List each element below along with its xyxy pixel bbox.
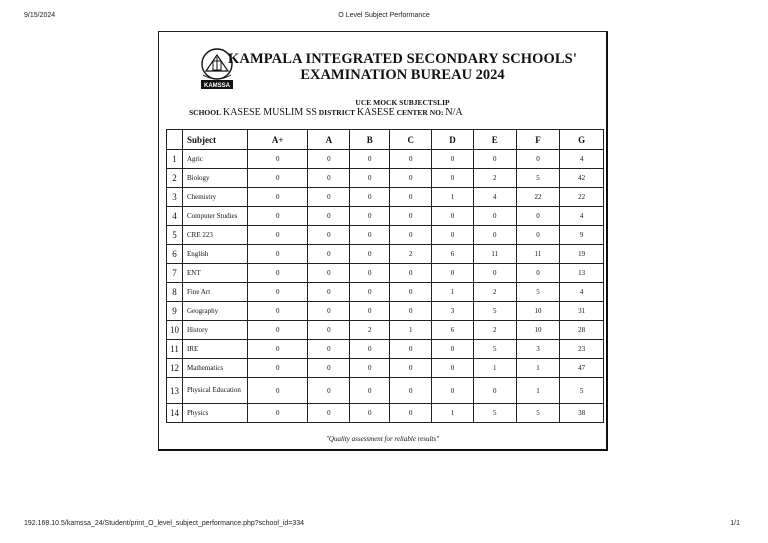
grade-count-cell: 6 (432, 321, 474, 340)
grade-count-cell: 2 (350, 321, 390, 340)
grade-count-cell: 0 (308, 321, 350, 340)
subject-name: Biology (183, 169, 248, 188)
grade-count-cell: 0 (308, 264, 350, 283)
grade-count-cell: 1 (473, 359, 516, 378)
grade-count-cell: 0 (516, 150, 560, 169)
grade-count-cell: 0 (350, 188, 390, 207)
grade-count-cell: 0 (516, 207, 560, 226)
row-index: 14 (167, 404, 183, 423)
school-value: KASESE MUSLIM SS (222, 107, 317, 118)
subject-name: CRE 223 (183, 226, 248, 245)
grade-count-cell: 0 (390, 226, 432, 245)
school-meta-line (189, 107, 463, 118)
grade-count-cell: 0 (248, 378, 308, 404)
center-label: CENTER NO: (396, 108, 444, 117)
row-index: 7 (167, 264, 183, 283)
column-header: B (350, 130, 390, 150)
column-header: C (390, 130, 432, 150)
print-page-title: O Level Subject Performance (338, 12, 430, 19)
row-index: 5 (167, 226, 183, 245)
grade-count-cell: 0 (248, 359, 308, 378)
logo-lettering: KAMSSA (203, 83, 231, 89)
grade-count-cell: 0 (308, 283, 350, 302)
table-row (167, 188, 604, 207)
grade-count-cell: 3 (432, 302, 474, 321)
grade-count-cell: 5 (516, 169, 560, 188)
table-body (167, 150, 604, 423)
subject-name: Mathematics (183, 359, 248, 378)
grade-count-cell: 1 (516, 359, 560, 378)
grade-count-cell: 0 (308, 188, 350, 207)
grade-count-cell: 0 (350, 226, 390, 245)
grade-count-cell: 0 (390, 283, 432, 302)
column-header: E (473, 130, 516, 150)
row-index: 6 (167, 245, 183, 264)
grade-count-cell: 0 (248, 283, 308, 302)
grade-count-cell: 0 (248, 150, 308, 169)
grade-count-cell: 0 (473, 207, 516, 226)
grade-count-cell: 3 (516, 340, 560, 359)
table-row (167, 283, 604, 302)
row-index: 2 (167, 169, 183, 188)
grade-count-cell: 0 (350, 169, 390, 188)
grade-count-cell: 0 (248, 207, 308, 226)
grade-count-cell: 4 (560, 207, 604, 226)
grade-count-cell: 0 (350, 150, 390, 169)
subject-name: Physical Education (183, 378, 248, 404)
grade-count-cell: 1 (516, 378, 560, 404)
grade-count-cell: 0 (308, 302, 350, 321)
grade-count-cell: 0 (390, 340, 432, 359)
grade-count-cell: 0 (248, 321, 308, 340)
column-header: Subject (183, 130, 248, 150)
grade-count-cell: 0 (390, 302, 432, 321)
grade-count-cell: 6 (432, 245, 474, 264)
table-row (167, 169, 604, 188)
grade-count-cell: 4 (473, 188, 516, 207)
grade-count-cell: 0 (432, 359, 474, 378)
column-header: A (308, 130, 350, 150)
grade-count-cell: 0 (308, 359, 350, 378)
grade-count-cell: 28 (560, 321, 604, 340)
grade-count-cell: 0 (350, 264, 390, 283)
row-index: 9 (167, 302, 183, 321)
grade-count-cell: 0 (473, 378, 516, 404)
grade-count-cell: 0 (432, 169, 474, 188)
grade-count-cell: 4 (560, 283, 604, 302)
grade-count-cell: 2 (473, 321, 516, 340)
grade-count-cell: 23 (560, 340, 604, 359)
column-header: F (516, 130, 560, 150)
bureau-motto: "Quality assessment for reliable results" (325, 435, 440, 443)
grade-count-cell: 5 (516, 404, 560, 423)
grade-count-cell: 1 (432, 404, 474, 423)
grade-count-cell: 0 (516, 264, 560, 283)
grade-count-cell: 0 (248, 226, 308, 245)
grade-count-cell: 0 (390, 150, 432, 169)
table-row (167, 359, 604, 378)
subject-name: Chemistry (183, 188, 248, 207)
bureau-title-line2: EXAMINATION BUREAU 2024 (300, 67, 505, 83)
row-index: 1 (167, 150, 183, 169)
print-url: 192.168.10.5/kamssa_24/Student/print_O_level_subject_performance.php?school_id=334 (24, 520, 304, 527)
grade-count-cell: 0 (248, 169, 308, 188)
row-index: 11 (167, 340, 183, 359)
grade-count-cell: 0 (390, 359, 432, 378)
grade-count-cell: 0 (390, 188, 432, 207)
grade-count-cell: 0 (473, 150, 516, 169)
row-index: 8 (167, 283, 183, 302)
grade-count-cell: 0 (432, 226, 474, 245)
table-row (167, 404, 604, 423)
grade-count-cell: 0 (350, 245, 390, 264)
index-header (167, 130, 183, 150)
grade-count-cell: 5 (473, 340, 516, 359)
grade-count-cell: 0 (248, 245, 308, 264)
grade-count-cell: 0 (350, 207, 390, 226)
row-index: 12 (167, 359, 183, 378)
grade-count-cell: 0 (473, 226, 516, 245)
grade-count-cell: 0 (432, 378, 474, 404)
subject-name: English (183, 245, 248, 264)
school-label: SCHOOL (189, 108, 222, 117)
subject-name: Geography (183, 302, 248, 321)
grade-count-cell: 31 (560, 302, 604, 321)
table-row (167, 340, 604, 359)
subject-name: ENT (183, 264, 248, 283)
grade-count-cell: 0 (516, 226, 560, 245)
grade-count-cell: 19 (560, 245, 604, 264)
grade-count-cell: 0 (248, 302, 308, 321)
grade-count-cell: 1 (432, 283, 474, 302)
grade-count-cell: 22 (516, 188, 560, 207)
grade-count-cell: 11 (516, 245, 560, 264)
table-row (167, 378, 604, 404)
grade-count-cell: 22 (560, 188, 604, 207)
grade-count-cell: 11 (473, 245, 516, 264)
grade-count-cell: 0 (248, 340, 308, 359)
grade-count-cell: 0 (308, 226, 350, 245)
grade-count-cell: 5 (473, 404, 516, 423)
grade-count-cell: 0 (350, 302, 390, 321)
table-row (167, 226, 604, 245)
grade-count-cell: 13 (560, 264, 604, 283)
slip-title: UCE MOCK SUBJECTSLIP (355, 98, 450, 107)
table-row (167, 207, 604, 226)
grade-count-cell: 0 (308, 169, 350, 188)
subject-performance-table (166, 129, 604, 423)
table-row (167, 150, 604, 169)
row-index: 4 (167, 207, 183, 226)
grade-count-cell: 0 (350, 283, 390, 302)
bureau-title-line1: KAMPALA INTEGRATED SECONDARY SCHOOLS' (228, 51, 577, 67)
grade-count-cell: 47 (560, 359, 604, 378)
grade-count-cell: 0 (432, 264, 474, 283)
subject-name: Agric (183, 150, 248, 169)
grade-count-cell: 0 (350, 340, 390, 359)
grade-count-cell: 1 (390, 321, 432, 340)
print-date: 9/15/2024 (24, 12, 56, 19)
subject-name: Computer Studies (183, 207, 248, 226)
table-row (167, 264, 604, 283)
table-header-row (167, 130, 604, 150)
center-value: N/A (445, 107, 463, 118)
subject-name: Fine Art (183, 283, 248, 302)
grade-count-cell: 4 (560, 150, 604, 169)
grade-count-cell: 0 (432, 340, 474, 359)
grade-count-cell: 2 (473, 169, 516, 188)
grade-count-cell: 0 (350, 404, 390, 423)
grade-count-cell: 0 (308, 245, 350, 264)
grade-count-cell: 5 (516, 283, 560, 302)
grade-count-cell: 0 (308, 340, 350, 359)
column-header: A+ (248, 130, 308, 150)
grade-count-cell: 0 (350, 359, 390, 378)
grade-count-cell: 10 (516, 321, 560, 340)
column-header: D (432, 130, 474, 150)
grade-count-cell: 42 (560, 169, 604, 188)
grade-count-cell: 5 (473, 302, 516, 321)
subject-slip-sheet (158, 31, 608, 451)
grade-count-cell: 0 (390, 169, 432, 188)
grade-count-cell: 5 (560, 378, 604, 404)
district-value: KASESE (356, 107, 395, 118)
table-row (167, 302, 604, 321)
grade-count-cell: 0 (390, 207, 432, 226)
column-header: G (560, 130, 604, 150)
row-index: 10 (167, 321, 183, 340)
district-label: DISTRICT (318, 108, 356, 117)
grade-count-cell: 0 (248, 264, 308, 283)
grade-count-cell: 0 (308, 150, 350, 169)
grade-count-cell: 2 (390, 245, 432, 264)
subject-name: History (183, 321, 248, 340)
grade-count-cell: 0 (308, 404, 350, 423)
grade-count-cell: 2 (473, 283, 516, 302)
grade-count-cell: 0 (308, 207, 350, 226)
subject-name: Physics (183, 404, 248, 423)
grade-count-cell: 0 (308, 378, 350, 404)
grade-count-cell: 0 (432, 150, 474, 169)
grade-count-cell: 9 (560, 226, 604, 245)
grade-count-cell: 0 (390, 264, 432, 283)
grade-count-cell: 0 (432, 207, 474, 226)
grade-count-cell: 0 (390, 378, 432, 404)
grade-count-cell: 0 (390, 404, 432, 423)
row-index: 3 (167, 188, 183, 207)
grade-count-cell: 0 (248, 404, 308, 423)
print-page-count: 1/1 (730, 520, 740, 527)
grade-count-cell: 0 (248, 188, 308, 207)
grade-count-cell: 10 (516, 302, 560, 321)
table-row (167, 321, 604, 340)
grade-count-cell: 0 (350, 378, 390, 404)
grade-count-cell: 1 (432, 188, 474, 207)
grade-count-cell: 0 (473, 264, 516, 283)
row-index: 13 (167, 378, 183, 404)
table-row (167, 245, 604, 264)
grade-count-cell: 38 (560, 404, 604, 423)
subject-name: IRE (183, 340, 248, 359)
